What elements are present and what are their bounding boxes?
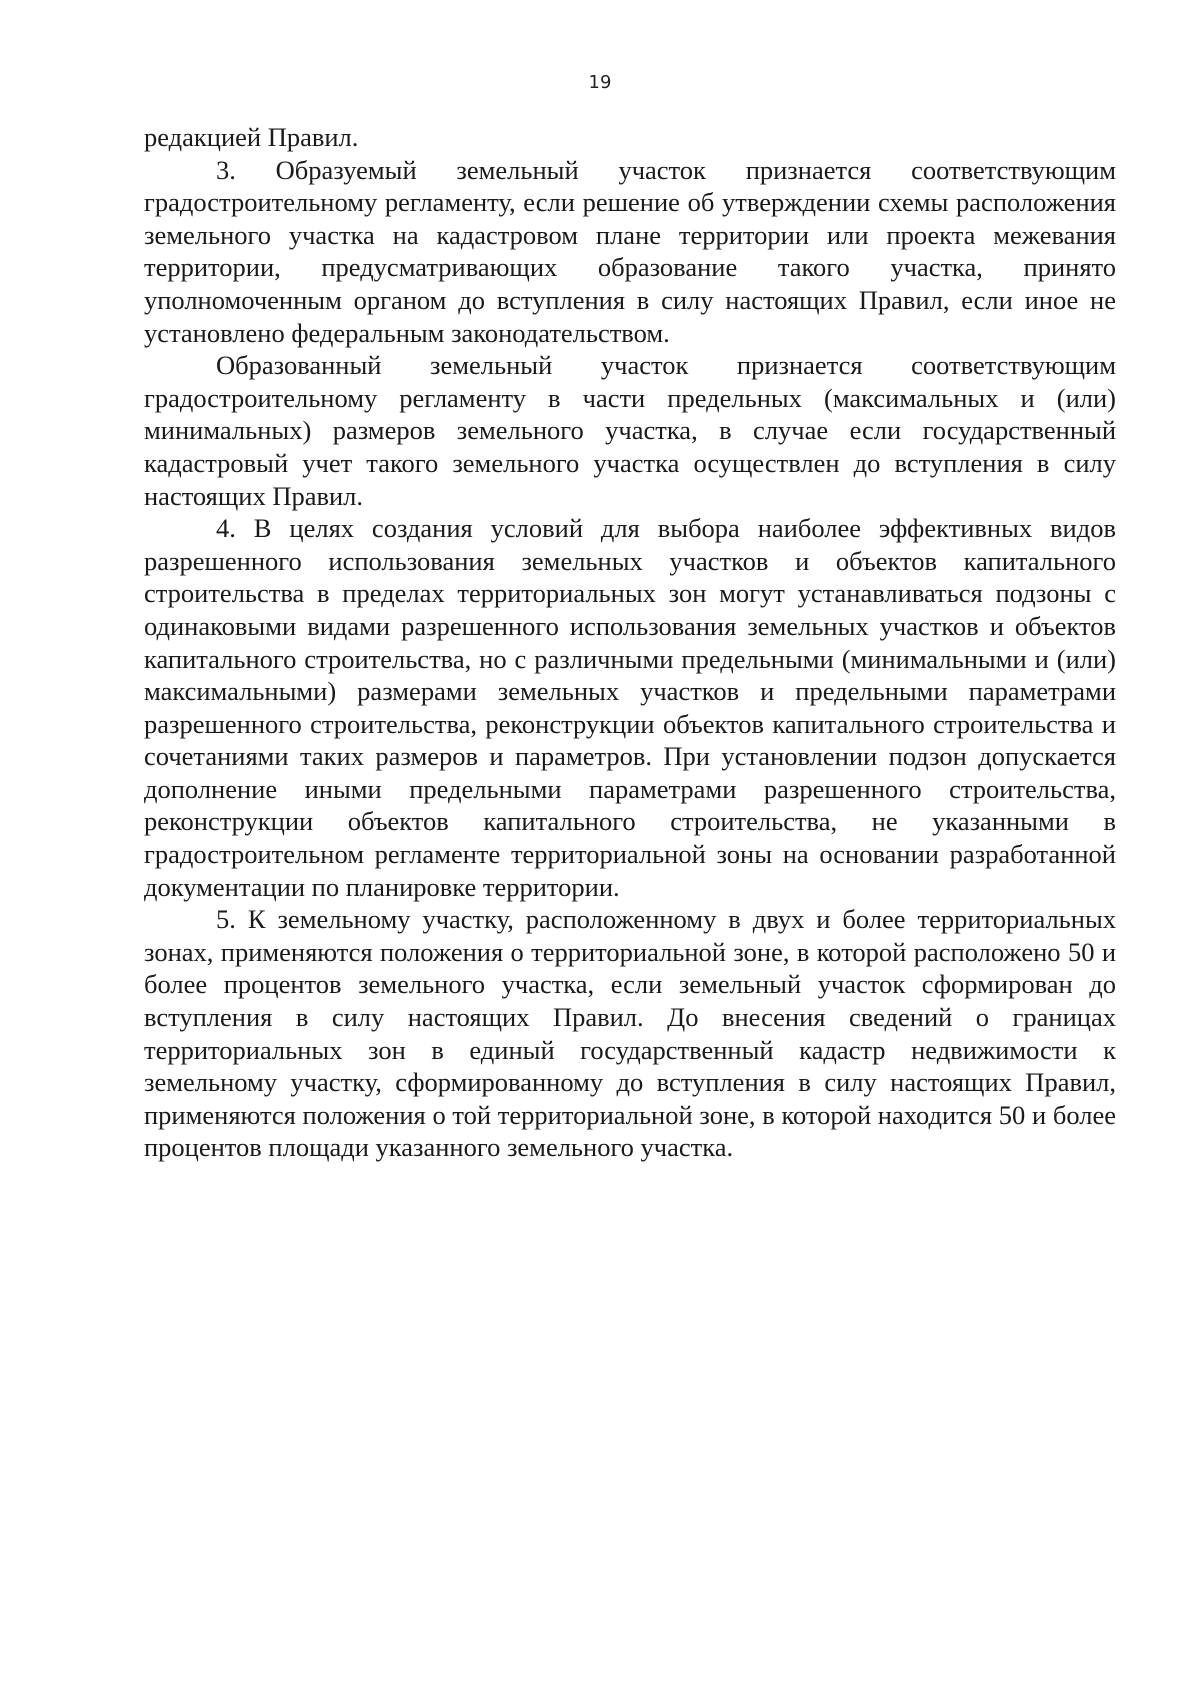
paragraph-item-3-formed-plot: Образованный земельный участок признается соответствующим градостроительному регламенту в части предельных (максимальных и (или) минимальных) размеров земельного участка, в случае если государственный кадастровый учет такого земельного участка осуществлен до вступления в силу настоящих Правил.: [144, 350, 1116, 511]
document-body: [144, 121, 1116, 1164]
paragraph-item-5: 5. К земельному участку, расположенному в двух и более территориальных зонах, применяются положения о территориальной зоне, в которой расположено 50 и более процентов земельного участка, если земельный участок сформирован до вступления в силу настоящих Правил. До внесения сведений о границах территориальных зон в единый государственный кадастр недвижимости к земельному участку, сформированному до вступления в силу настоящих Правил, применяются положения о той территориальной зоне, в которой находится 50 и более процентов площади указанного земельного участка.: [144, 904, 1116, 1163]
paragraph-item-4: 4. В целях создания условий для выбора наиболее эффективных видов разрешенного использования земельных участков и объектов капитального строительства в пределах территориальных зон могут устанавливаться подзоны с одинаковыми видами разрешенного использования земельных участков и объектов капитального строительства, но с различными предельными (минимальными и (или) максимальными) размерами земельных участков и предельными параметрами разрешенного строительства, реконструкции объектов капитального строительства и сочетаниями таких размеров и параметров. При установлении подзон допускается дополнение иными предельными параметрами разрешенного строительства, реконструкции объектов капитального строительства, не указанными в градостроительном регламенте территориальной зоны на основании разработанной документации по планировке территории.: [144, 513, 1116, 902]
paragraph-continuation: редакцией Правил.: [144, 122, 359, 152]
page-number: 19: [588, 72, 612, 93]
paragraph-item-3: 3. Образуемый земельный участок признается соответствующим градостроительному регламенту, если решение об утверждении схемы расположения земельного участка на кадастровом плане территории или проекта межевания территории, предусматривающих образование такого участка, принято уполномоченным органом до вступления в силу настоящих Правил, если иное не установлено федеральным законодательством.: [144, 154, 1116, 348]
